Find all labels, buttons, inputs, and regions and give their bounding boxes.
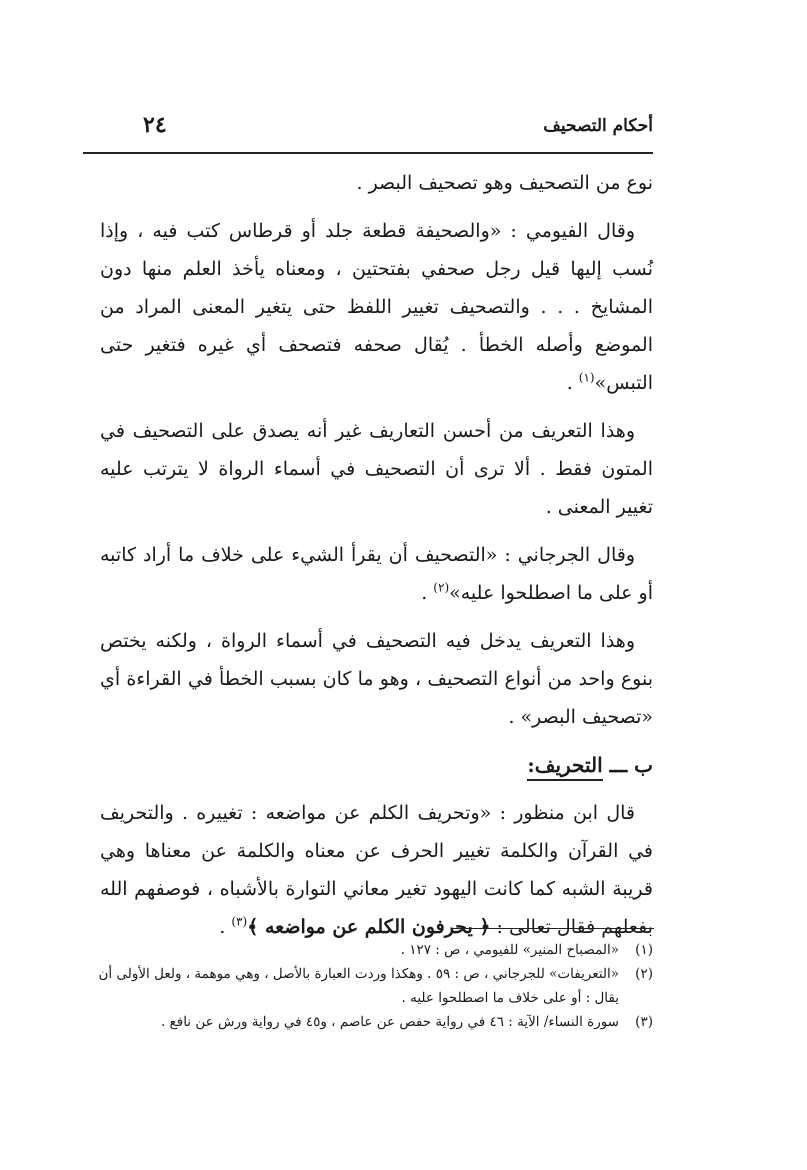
paragraph-6-end: . xyxy=(219,916,232,938)
paragraph-6 xyxy=(100,794,653,946)
page-number: ٢٤ xyxy=(143,112,167,138)
footnote-number: (٣) xyxy=(635,1014,653,1030)
paragraph-6-text: قال ابن منظور : «وتحريف الكلم عن مواضعه : تغييره . والتحريف في القرآن والكلمة تغيير الحرف عن معناه والكلمة عن معناها وهي قريبة الشبه كما كانت اليهود تغير معاني التوارة بالأشباه ، فوصفهم الله بفعلهم فقال تعالى : xyxy=(100,802,653,938)
section-heading-prefix: ب ـــ xyxy=(602,753,653,777)
paragraph-4-end: . xyxy=(421,582,434,604)
footnote-text: «المصباح المنير» للفيومي ، ص : ١٢٧ . xyxy=(400,942,619,958)
footnote-item xyxy=(90,962,653,1010)
paragraph-4 xyxy=(100,536,653,612)
footnote-item xyxy=(90,1010,653,1034)
footnote-item xyxy=(90,938,653,962)
footnote-number: (٢) xyxy=(635,966,653,982)
quran-verse: ﴿ يحرفون الكلم عن مواضعه ﴾ xyxy=(247,916,491,938)
footnote-ref-3[interactable]: (٣) xyxy=(231,914,248,929)
paragraph-2 xyxy=(100,212,653,402)
footnote-text: سورة النساء/ الآية : ٤٦ في رواية حفص عن عاصم ، و٤٥ في رواية ورش عن نافع . xyxy=(160,1014,619,1030)
footnote-separator xyxy=(451,928,654,929)
footnote-text: «التعريفات» للجرجاني ، ص : ٥٩ . وهكذا وردت العبارة بالأصل ، وهي موهمة ، ولعل الأولى أن يقال : أو على خلاف ما اصطلحوا عليه . xyxy=(98,966,619,1006)
paragraph-1: نوع من التصحيف وهو تصحيف البصر . xyxy=(356,172,653,194)
section-heading xyxy=(100,746,653,784)
footnote-number: (١) xyxy=(635,942,653,958)
footnotes xyxy=(90,938,653,1034)
paragraph-3: وهذا التعريف من أحسن التعاريف غير أنه يصدق على التصحيف في المتون فقط . ألا ترى أن التصحيف في أسماء الرواة لا يترتب عليه تغيير المعنى . xyxy=(100,420,653,518)
paragraph-2-text: وقال الفيومي : «والصحيفة قطعة جلد أو قرطاس كتب فيه ، وإذا نُسب إليها قيل رجل صحفي بفتحتين ، ومعناه يأخذ العلم منها دون المشايخ . . . والتصحيف تغيير اللفظ حتى يتغير المعنى المراد من الموضع وأصله الخطأ . يُقال صحفه فتصحف أي غيره فتغير حتى التبس» xyxy=(100,220,653,394)
body-text xyxy=(100,164,653,956)
running-title: أحكام التصحيف xyxy=(543,116,653,136)
paragraph-4-text: وقال الجرجاني : «التصحيف أن يقرأ الشيء على خلاف ما أراد كاتبه أو على ما اصطلحوا عليه» xyxy=(100,544,653,604)
paragraph-2-end: . xyxy=(566,372,579,394)
footnote-ref-2[interactable]: (٢) xyxy=(433,580,450,595)
section-heading-title: التحريف: xyxy=(527,753,602,781)
paragraph-5: وهذا التعريف يدخل فيه التصحيف في أسماء الرواة ، ولكنه يختص بنوع واحد من أنواع التصحيف ، وهو ما كان بسبب الخطأ في القراءة أي «تصحيف البصر» . xyxy=(100,630,653,728)
page-header xyxy=(83,112,653,154)
footnote-ref-1[interactable]: (١) xyxy=(578,370,595,385)
